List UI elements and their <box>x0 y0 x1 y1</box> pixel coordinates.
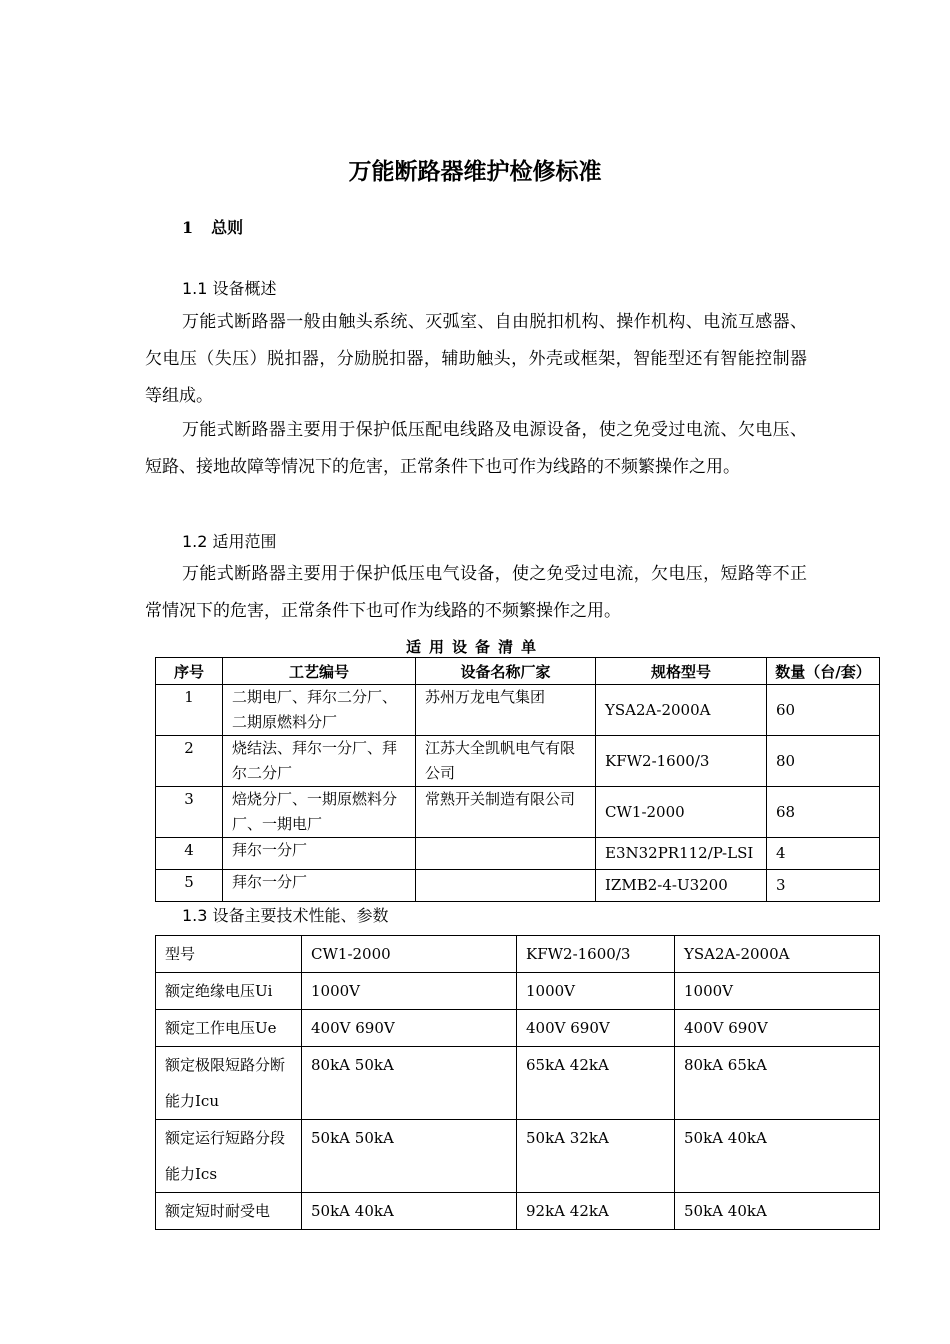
column-header: 规格型号 <box>596 658 767 685</box>
table-cell: 3 <box>156 787 223 838</box>
page-title: 万能断路器维护检修标准 <box>348 158 602 185</box>
param-name-cell: 额定运行短路分段能力Ics <box>156 1120 302 1193</box>
table-cell: 1000V <box>302 973 517 1010</box>
table-cell: 80 <box>767 736 880 787</box>
table-cell: 苏州万龙电气集团 <box>416 685 596 736</box>
column-header: 设备名称厂家 <box>416 658 596 685</box>
table-cell: 400V 690V <box>302 1010 517 1047</box>
table-cell: 3 <box>767 870 880 902</box>
table-row <box>156 973 880 1010</box>
technical-parameters-table <box>155 935 880 1230</box>
param-name-cell: 额定绝缘电压Ui <box>156 973 302 1010</box>
table-cell: 4 <box>156 838 223 870</box>
table-cell: 1000V <box>517 973 675 1010</box>
table-cell: 4 <box>767 838 880 870</box>
table-cell: 焙烧分厂、一期原燃料分厂、一期电厂 <box>223 787 416 838</box>
table-cell: 65kA 42kA <box>517 1047 675 1120</box>
table-cell: 60 <box>767 685 880 736</box>
param-name-cell: 额定工作电压Ue <box>156 1010 302 1047</box>
table-cell: E3N32PR112/P-LSI <box>596 838 767 870</box>
table-cell: 二期电厂、拜尔二分厂、二期原燃料分厂 <box>223 685 416 736</box>
column-header: 工艺编号 <box>223 658 416 685</box>
table-cell: 50kA 40kA <box>675 1120 880 1193</box>
table-cell: 拜尔一分厂 <box>223 870 416 902</box>
subsection-heading-parameters: 1.3 设备主要技术性能、参数 <box>182 906 389 925</box>
table-cell: 400V 690V <box>517 1010 675 1047</box>
table-cell: 80kA 65kA <box>675 1047 880 1120</box>
section-heading-general <box>182 215 243 238</box>
table-row <box>156 736 880 787</box>
table-cell: 68 <box>767 787 880 838</box>
paragraph-purpose: 万能式断路器主要用于保护低压配电线路及电源设备，使之免受过电流、欠电压、短路、接地故障等情况下的危害，正常条件下也可作为线路的不频繁操作之用。 <box>145 420 807 477</box>
table-cell: 5 <box>156 870 223 902</box>
subsection-heading-overview: 1.1 设备概述 <box>182 279 277 298</box>
subsection-heading-scope: 1.2 适用范围 <box>182 532 277 551</box>
table-row <box>156 1193 880 1230</box>
table-row <box>156 1010 880 1047</box>
table-header-row <box>156 658 880 685</box>
table-row <box>156 870 880 902</box>
equipment-table-caption: 适用设备清单 <box>405 638 544 656</box>
table-row <box>156 685 880 736</box>
column-header: 序号 <box>156 658 223 685</box>
table-cell <box>416 870 596 902</box>
table-row <box>156 1047 880 1120</box>
table-cell: KFW2-1600/3 <box>596 736 767 787</box>
table-cell: 1 <box>156 685 223 736</box>
table-cell: 烧结法、拜尔一分厂、拜尔二分厂 <box>223 736 416 787</box>
section-number: 1 <box>182 218 194 237</box>
table-cell: 50kA 50kA <box>302 1120 517 1193</box>
table-cell: 拜尔一分厂 <box>223 838 416 870</box>
equipment-list-table <box>155 657 880 902</box>
param-name-cell: 额定短时耐受电 <box>156 1193 302 1230</box>
table-cell: 1000V <box>675 973 880 1010</box>
table-cell: YSA2A-2000A <box>596 685 767 736</box>
table-cell: 常熟开关制造有限公司 <box>416 787 596 838</box>
table-cell: 50kA 40kA <box>302 1193 517 1230</box>
table-cell: 50kA 32kA <box>517 1120 675 1193</box>
table-cell: 江苏大全凯帆电气有限公司 <box>416 736 596 787</box>
param-name-cell: 额定极限短路分断能力Icu <box>156 1047 302 1120</box>
table-cell: YSA2A-2000A <box>675 936 880 973</box>
table-cell: 80kA 50kA <box>302 1047 517 1120</box>
table-cell: CW1-2000 <box>302 936 517 973</box>
param-name-cell: 型号 <box>156 936 302 973</box>
section-label: 总则 <box>211 218 244 237</box>
table-row <box>156 838 880 870</box>
table-row <box>156 787 880 838</box>
table-cell: 2 <box>156 736 223 787</box>
paragraph-scope: 万能式断路器主要用于保护低压电气设备，使之免受过电流，欠电压，短路等不正常情况下的危害，正常条件下也可作为线路的不频繁操作之用。 <box>145 564 807 621</box>
table-row <box>156 1120 880 1193</box>
table-cell: CW1-2000 <box>596 787 767 838</box>
table-cell: KFW2-1600/3 <box>517 936 675 973</box>
table-cell: 50kA 40kA <box>675 1193 880 1230</box>
table-cell: 92kA 42kA <box>517 1193 675 1230</box>
table-cell <box>416 838 596 870</box>
table-cell: IZMB2-4-U3200 <box>596 870 767 902</box>
paragraph-composition: 万能式断路器一般由触头系统、灭弧室、自由脱扣机构、操作机构、电流互感器、欠电压（失压）脱扣器，分励脱扣器，辅助触头，外壳或框架，智能型还有智能控制器等组成。 <box>145 312 807 406</box>
column-header: 数量（台/套） <box>767 658 880 685</box>
table-row <box>156 936 880 973</box>
table-cell: 400V 690V <box>675 1010 880 1047</box>
